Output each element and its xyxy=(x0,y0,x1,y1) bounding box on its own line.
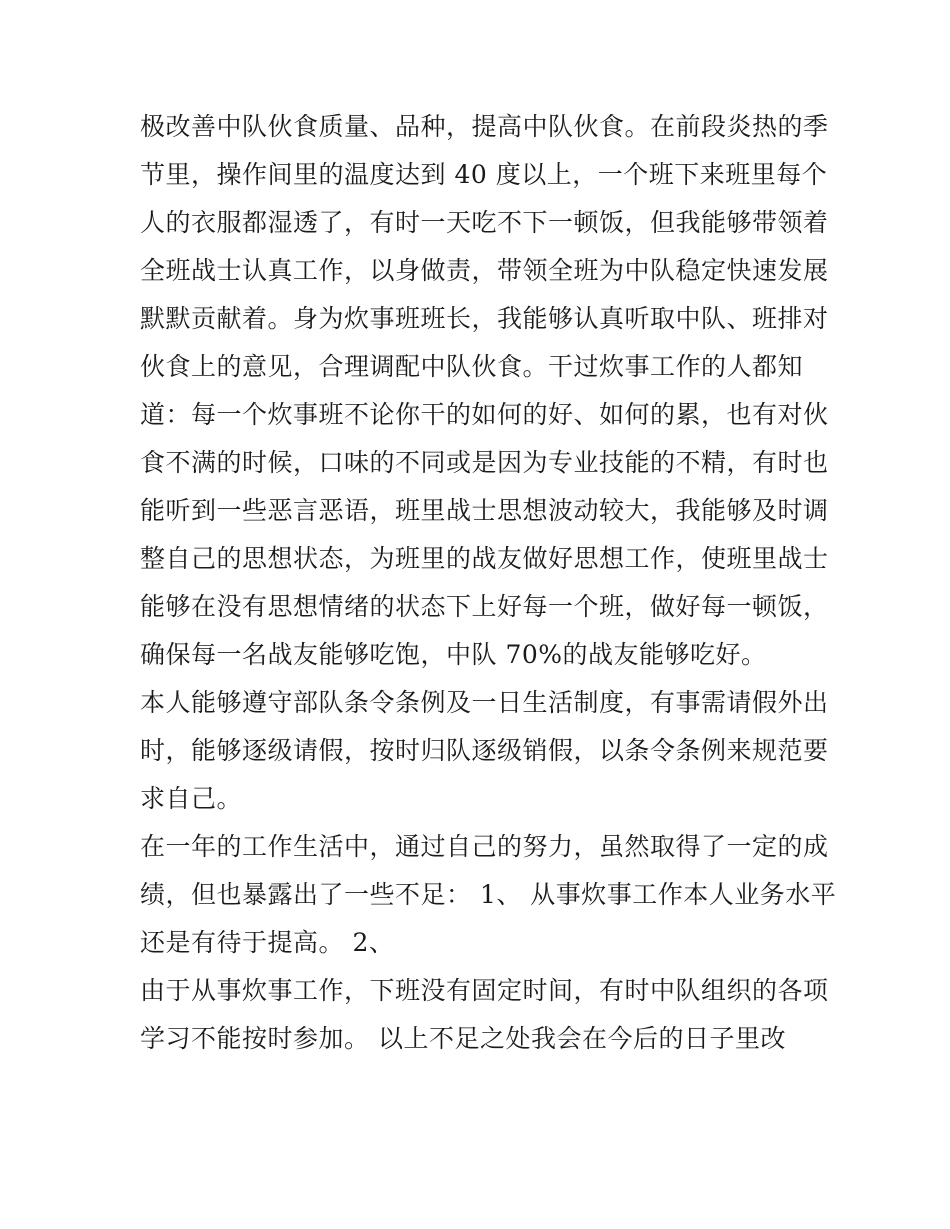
text-line: 求自己。 xyxy=(140,784,243,813)
text-line: 还是有待于提高。 2、 xyxy=(140,928,395,957)
text-line: 节里，操作间里的温度达到 40 度以上，一个班下来班里每个 xyxy=(140,160,828,189)
text-line: 伙食上的意见，合理调配中队伙食。干过炊事工作的人都知 xyxy=(140,352,804,381)
text-line: 能够在没有思想情绪的状态下上好每一个班，做好每一顿饭， xyxy=(140,592,829,621)
text-line: 能听到一些恶言恶语，班里战士思想波动较大，我能够及时调 xyxy=(140,496,829,525)
text-line: 道：每一个炊事班不论你干的如何的好、如何的累，也有对伙 xyxy=(140,400,829,429)
text-line: 全班战士认真工作，以身做责，带领全班为中队稳定快速发展 xyxy=(140,256,829,285)
text-line: 在一年的工作生活中，通过自己的努力，虽然取得了一定的成 xyxy=(140,832,829,861)
text-line: 人的衣服都湿透了，有时一天吃不下一顿饭，但我能够带领着 xyxy=(140,208,829,237)
text-line: 确保每一名战友能够吃饱，中队 70%的战友能够吃好。 xyxy=(140,640,767,669)
text-line: 时，能够逐级请假，按时归队逐级销假，以条令条例来规范要 xyxy=(140,736,829,765)
text-line: 本人能够遵守部队条令条例及一日生活制度，有事需请假外出 xyxy=(140,688,829,717)
text-line: 由于从事炊事工作，下班没有固定时间，有时中队组织的各项 xyxy=(140,976,829,1005)
document-body xyxy=(140,103,837,1063)
text-line: 整自己的思想状态，为班里的战友做好思想工作，使班里战士 xyxy=(140,544,829,573)
text-line: 极改善中队伙食质量、品种，提高中队伙食。在前段炎热的季 xyxy=(140,112,829,141)
text-line: 食不满的时候，口味的不同或是因为专业技能的不精，有时也 xyxy=(140,448,829,477)
text-line: 学习不能按时参加。 以上不足之处我会在今后的日子里改 xyxy=(140,1024,786,1053)
text-line: 绩，但也暴露出了一些不足： 1、 从事炊事工作本人业务水平 xyxy=(140,880,837,909)
text-line: 默默贡献着。身为炊事班班长，我能够认真听取中队、班排对 xyxy=(140,304,829,333)
